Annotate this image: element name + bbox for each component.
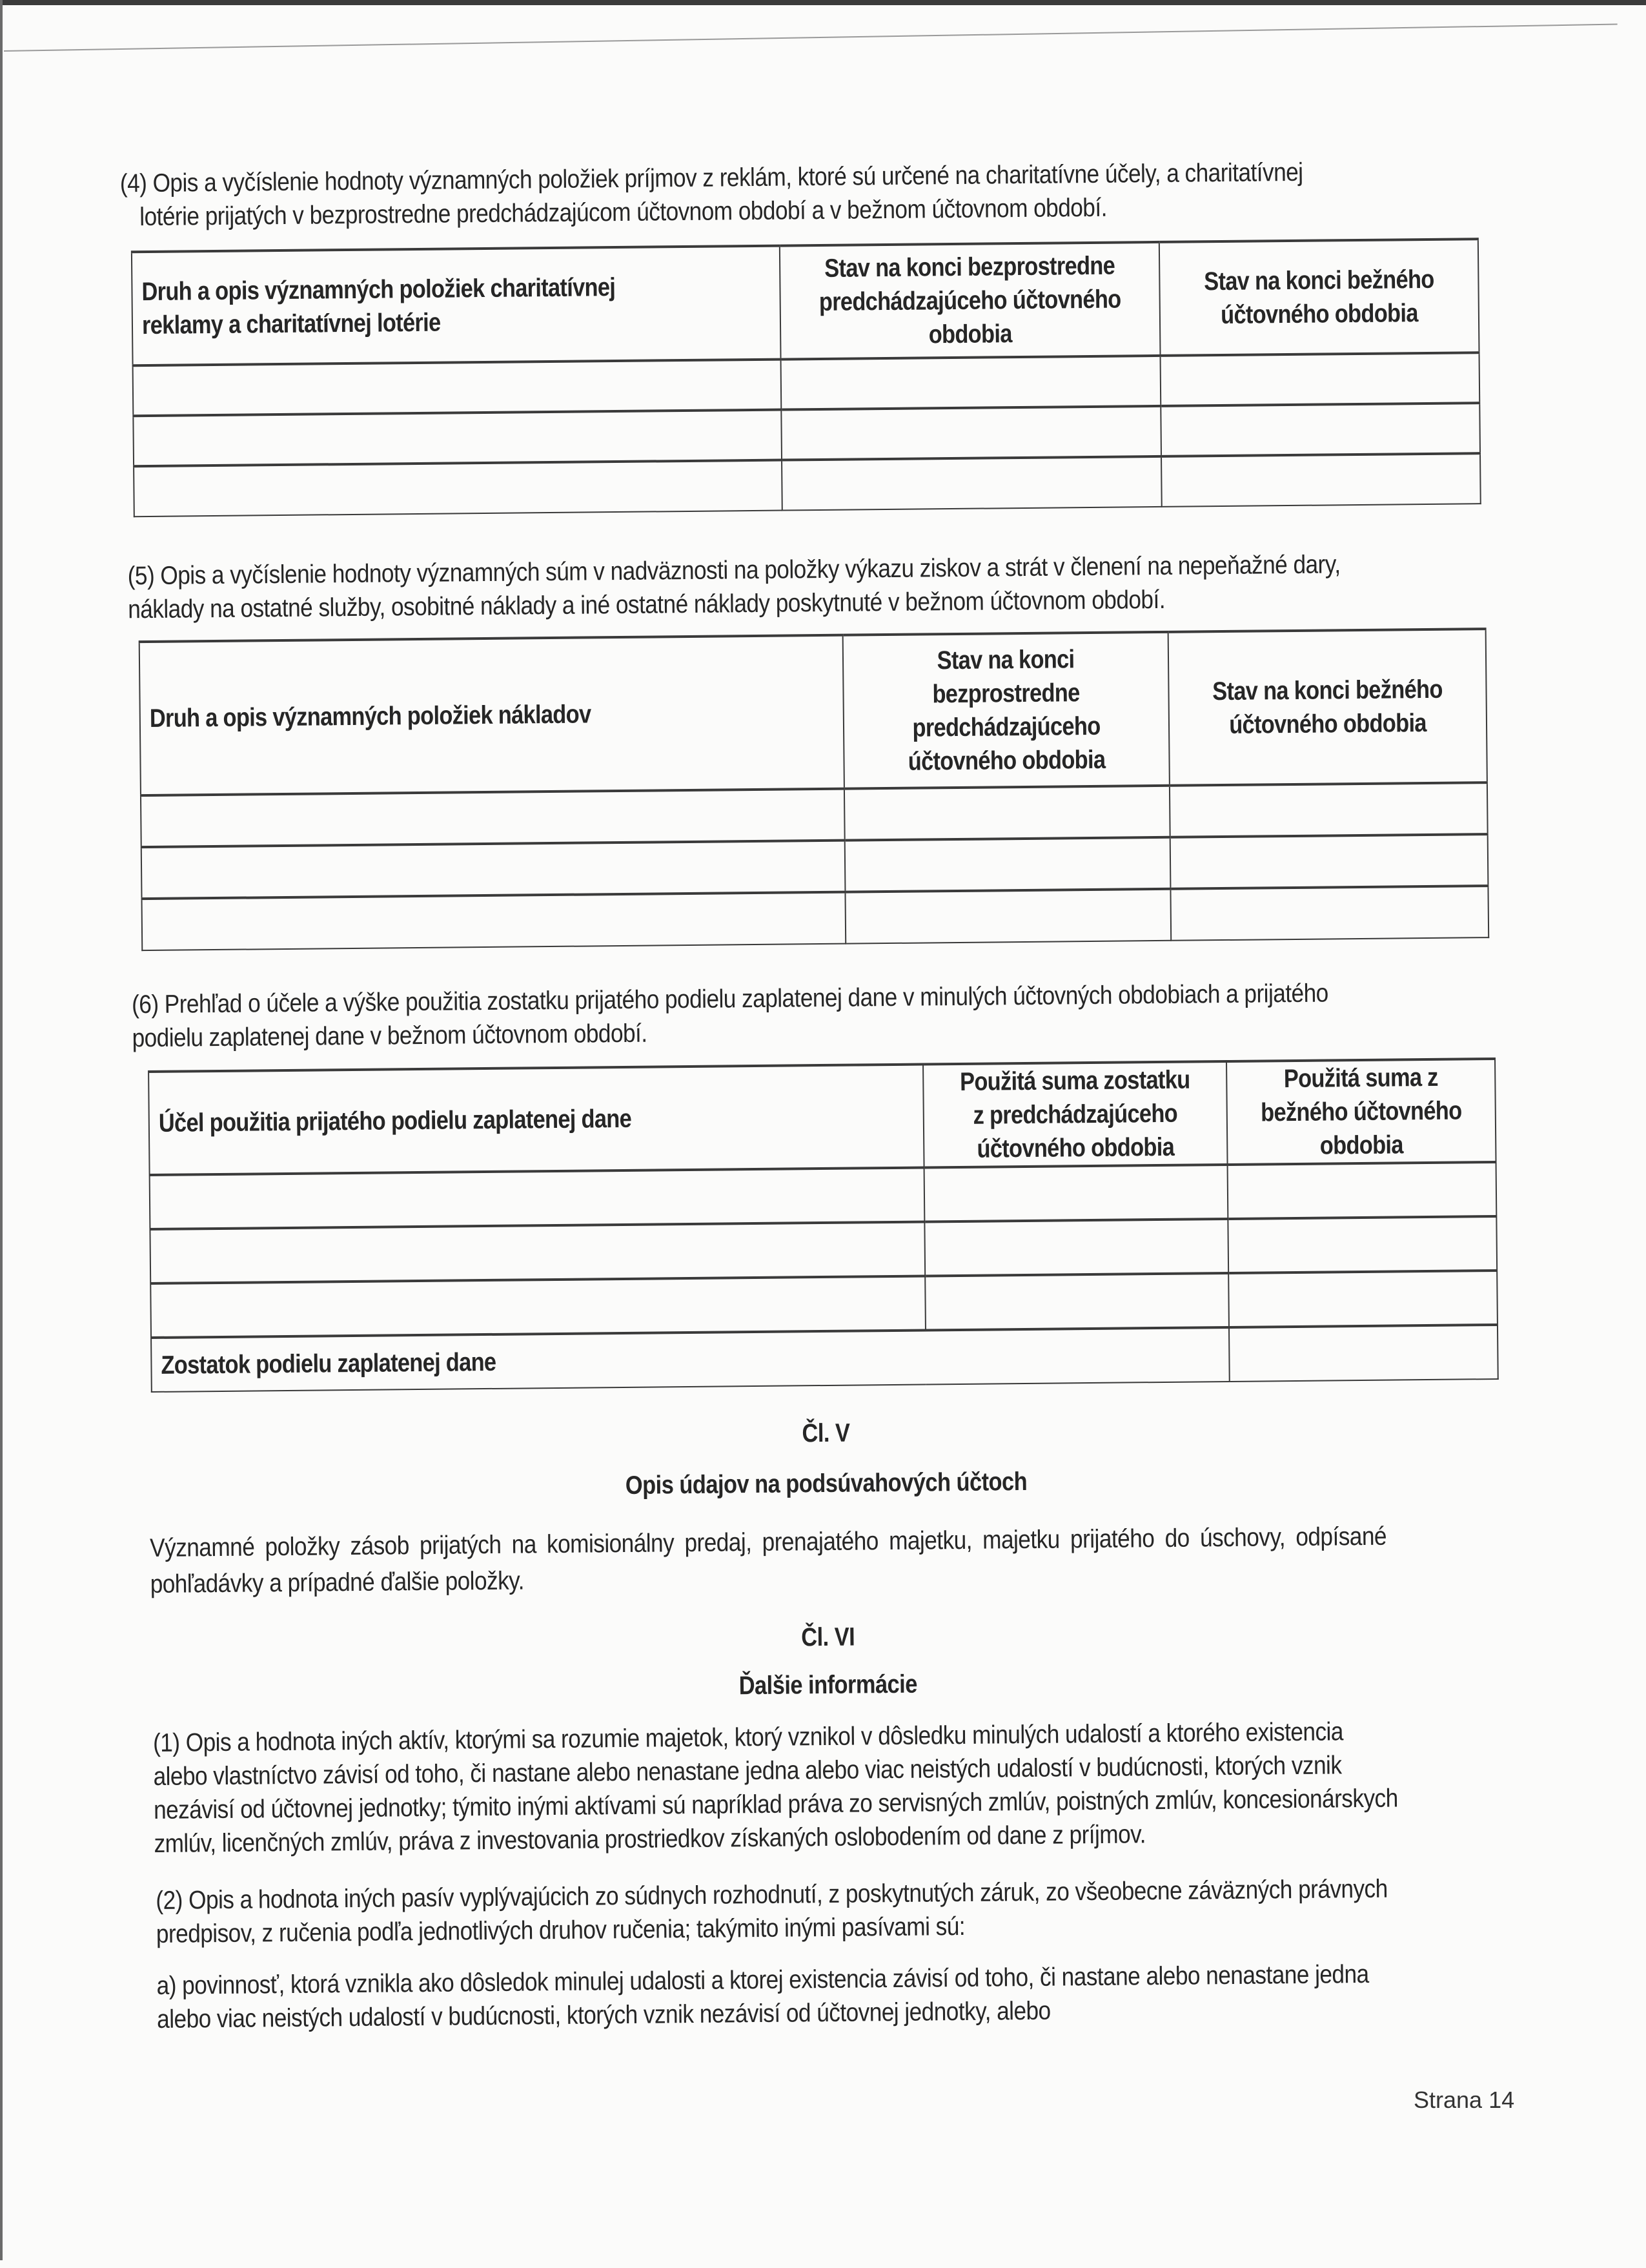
page-number: Strana 14	[1414, 2087, 1515, 2113]
header-cell: Druh a opis významných položiek nákladov	[139, 635, 844, 795]
input-cell[interactable]	[133, 410, 782, 467]
footer-value-cell[interactable]	[1229, 1325, 1498, 1382]
article-title: Opis údajov na podsúvahových účtoch	[625, 1467, 1028, 1500]
article6-item-a: a) povinnosť, ktorá vznikla ako dôsledok minulej udalosti a ktorej existencia závisí od toho, či nastane alebo nenastane jedna alebo viac neistých udalostí v budúcnosti, ktorých vznik nezávisí od účtovnej jednotky, alebo	[156, 1959, 1369, 2034]
header-cell: Účel použitia prijatého podielu zaplatenej dane	[148, 1065, 924, 1176]
input-cell[interactable]	[1161, 352, 1480, 406]
input-cell[interactable]	[141, 841, 846, 899]
input-cell[interactable]	[141, 789, 845, 847]
input-cell[interactable]	[1170, 782, 1488, 837]
tax-share-usage-table	[148, 1057, 1499, 1393]
article-number: Čl. V	[802, 1418, 850, 1448]
input-cell[interactable]	[781, 406, 1161, 460]
section6-intro: (6) Prehľad o účele a výške použitia zostatku prijatého podielu zaplatenej dane v minulých účtovných obdobiach a prijatého podielu zaplatenej dane v bežnom účtovnom období.	[131, 979, 1328, 1053]
article5-text: Významné položky zásob prijatých na komisionálny predaj, prenajatého majetku, majetku prijatého do úschovy, odpísané pohľadávky a prípadné ďalšie položky.	[149, 1522, 1387, 1599]
charity-revenue-table	[131, 238, 1481, 517]
input-cell[interactable]	[1228, 1271, 1498, 1327]
input-cell[interactable]	[924, 1219, 1228, 1276]
input-cell[interactable]	[781, 356, 1161, 410]
input-cell[interactable]	[1228, 1216, 1497, 1273]
input-cell[interactable]	[150, 1276, 926, 1338]
section4-intro: (4) Opis a vyčíslenie hodnoty významných položiek príjmov z reklám, ktoré sú určené na charitatívne účely, a charitatívnej lotérie prijatých v bezprostredne predchádzajúcom účtovnom období a v bežnom účtovnom období.	[119, 158, 1303, 232]
input-cell[interactable]	[845, 889, 1171, 944]
footer-label-cell: Zostatok podielu zaplatenej dane	[151, 1327, 1230, 1392]
header-cell: Použitá suma zostatku z predchádzajúceho účtovného obdobia	[923, 1061, 1228, 1168]
header-cell: Stav na konci bezprostredne predchádzajúceho účtovného obdobia	[780, 242, 1161, 360]
article6-paragraph-2: (2) Opis a hodnota iných pasív vyplývajúcich zo súdnych rozhodnutí, z poskytnutých záruk, zo všeobecne záväzných právnych predpisov, z ručenia podľa jednotlivých druhov ručenia; takýmito inými pasívami sú:	[156, 1874, 1388, 1948]
article-title: Ďalšie informácie	[738, 1670, 918, 1701]
input-cell[interactable]	[150, 1221, 925, 1283]
input-cell[interactable]	[150, 1167, 925, 1229]
article6-paragraph-1: (1) Opis a hodnota iných aktív, ktorými sa rozumie majetok, ktorý vznikol v dôsledku minulých udalostí a ktorého existencia alebo vlastníctvo závisí od toho, či nastane alebo nenastane jedna alebo viac neistých udalostí v budúcnosti, ktorých vznik nezávisí od účtovnej jednotky; týmito inými aktívami sú napríklad práva zo servisných zmlúv, poistných zmlúv, koncesionárskych zmlúv, licenčných zmlúv, práva z investovania prostriedkov získaných oslobodením od dane z príjmov.	[152, 1717, 1398, 1858]
input-cell[interactable]	[1161, 453, 1481, 507]
section5-intro: (5) Opis a vyčíslenie hodnoty významných súm v nadväznosti na položky výkazu ziskov a strát v členení na nepeňažné dary, náklady na ostatné služby, osobitné náklady a iné ostatné náklady poskytnuté v bežnom účtovnom období.	[127, 550, 1341, 624]
header-cell: Druh a opis významných položiek charitatívnej reklamy a charitatívnej lotérie	[132, 246, 781, 366]
input-cell[interactable]	[844, 786, 1170, 841]
table-header-row	[148, 1059, 1496, 1175]
header-cell: Stav na konci bezprostredne predchádzajúceho účtovného obdobia	[843, 632, 1170, 789]
cost-items-table	[139, 628, 1490, 951]
input-cell[interactable]	[1170, 834, 1489, 889]
header-cell: Stav na konci bežného účtovného obdobia	[1168, 629, 1487, 786]
table-header-row	[139, 629, 1487, 795]
input-cell[interactable]	[1170, 886, 1489, 941]
input-cell[interactable]	[925, 1273, 1229, 1331]
input-cell[interactable]	[845, 837, 1171, 892]
input-cell[interactable]	[133, 360, 782, 416]
input-cell[interactable]	[782, 456, 1162, 511]
article-number: Čl. VI	[800, 1622, 855, 1652]
table-header-row	[132, 239, 1479, 365]
input-cell[interactable]	[924, 1165, 1228, 1222]
header-cell: Stav na konci bežného účtovného obdobia	[1159, 239, 1479, 356]
input-cell[interactable]	[1161, 403, 1480, 456]
input-cell[interactable]	[1228, 1162, 1497, 1219]
input-cell[interactable]	[134, 460, 782, 517]
header-cell: Použitá suma z bežného účtovného obdobia	[1226, 1059, 1496, 1165]
input-cell[interactable]	[142, 892, 846, 950]
